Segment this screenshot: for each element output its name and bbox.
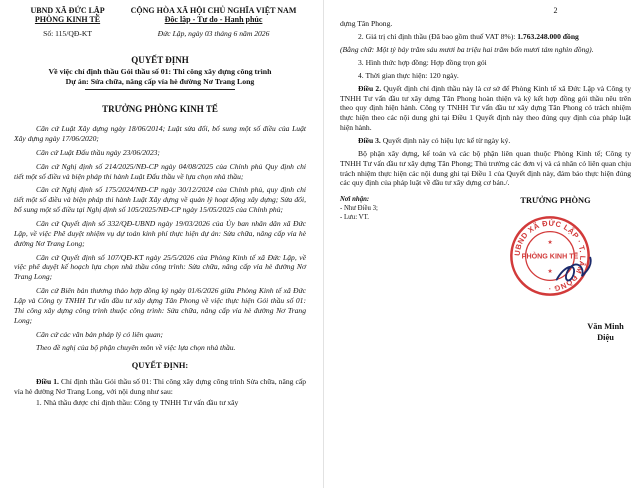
national-motto: [121, 6, 306, 39]
ground-item: [14, 343, 306, 353]
item-4: 4. Thời gian thực hiện: 120 ngày.: [358, 70, 459, 80]
article-2: [340, 84, 631, 133]
decision-subject-line1: Về việc chỉ định thầu Gói thầu số 01: Thi công xây dựng công trình: [48, 66, 272, 76]
decision-heading: QUYẾT ĐỊNH: [131, 55, 189, 66]
legal-grounds: [14, 124, 306, 353]
svg-text:★: ★: [547, 240, 553, 247]
decision-subject-line2: Dự án: Sửa chữa, nâng cấp vỉa hè đường Nơ Trang Long: [65, 76, 255, 86]
ground-item: Căn cứ Luật Xây dựng ngày 18/06/2014; Luật sửa đổi, bổ sung một số điều của Luật Xây dựng ngày 17/06/2020;: [14, 124, 306, 143]
article-1: [14, 377, 306, 397]
signer-name: Văn Minh Diệu: [587, 322, 624, 343]
signature-block: [340, 196, 631, 346]
signer-area: [440, 196, 631, 346]
item-2-amount: 1.763.248.000 đồng: [517, 32, 579, 42]
ground-item: Căn cứ Nghị định số 214/2025/NĐ-CP ngày 04/08/2025 của Chính phủ Quy định chi tiết một số điều và biện pháp thi hành Luật Đấu thầu về lựa chọn nhà thầu;: [14, 161, 306, 181]
item-3: 3. Hình thức hợp đồng: Hợp đồng trọn gói: [358, 57, 487, 67]
article-1-text: Chỉ định thầu Gói thầu số 01: Thi công xây dựng công trình Sửa chữa, nâng cấp vỉa hè đường Nơ Trang Long, với nội dung như sau:: [14, 377, 306, 397]
ground-item: Căn cứ Nghị định số 175/2024/NĐ-CP ngày 30/12/2024 của Chính phủ, quy định chi tiết một số điều và biện pháp thi hành Luật Xây dựng về quản lý hoạt động xây dựng; Sửa đổi, bổ sung một số điều tại Nghị định số 105/2025/NĐ-CP ngày 15/05/2025 của Chính phủ;: [14, 185, 306, 215]
item-2-prefix: 2. Giá trị chỉ định thầu (Đã bao gồm thuế VAT 8%):: [358, 32, 518, 42]
ground-text: Theo đề nghị của bộ phận chuyên môn về việc: [36, 343, 177, 353]
svg-text:★: ★: [547, 269, 553, 276]
page-2: [330, 0, 635, 488]
place-date: Đức Lập, ngày 03 tháng 6 năm 2026: [157, 29, 270, 39]
ground-item: Căn cứ các văn bản pháp lý có liên quan;: [36, 329, 164, 339]
svg-text:PHÒNG KINH TẾ: PHÒNG KINH TẾ: [521, 252, 579, 261]
doc-number: Số: 115/QĐ-KT: [43, 29, 92, 39]
document-header: [14, 6, 306, 39]
article-2-label: Điều 2.: [358, 83, 382, 93]
page-divider: [323, 0, 324, 488]
article-1-item1: 1. Nhà thầu được chỉ định thầu: Công ty TNHH Tư vấn đầu tư xây: [36, 397, 239, 407]
article-3-label: Điều 3.: [358, 135, 381, 145]
org-line1: UBND XÃ ĐỨC LẬP: [30, 6, 105, 15]
ground-item: Căn cứ Luật Đấu thầu ngày 23/06/2023;: [36, 147, 160, 157]
recipient-line: - Như Điều 3;: [340, 205, 378, 213]
official-seal-stamp: [508, 214, 592, 298]
recipient-line: - Lưu: VT.: [340, 213, 369, 221]
svg-text:UBND XÃ ĐỨC LẬP · T. LÂM ĐỒNG: UBND XÃ ĐỨC LẬP · T. LÂM ĐỒNG ·: [512, 218, 588, 294]
issuing-org: [14, 6, 121, 39]
article-1-item1-cont: dựng Tân Phong.: [340, 19, 393, 29]
page-1: [0, 0, 318, 488]
article-3-text: Quyết định này có hiệu lực kể từ ngày ký.: [382, 135, 511, 145]
nation-line1: CỘNG HÒA XÃ HỘI CHỦ NGHĨA VIỆT NAM: [130, 6, 297, 15]
ground-item: Căn cứ Quyết định số 332/QĐ-UBND ngày 19/03/2026 của Ủy ban nhân dân xã Đức Lập, về việc Phê duyệt nhiệm vụ dự toán kinh phí thực hiện dự án: Sửa chữa, nâng cấp vỉa hè đường Nơ Trang Long;: [14, 218, 306, 248]
signer-role: TRƯỞNG PHÒNG: [520, 196, 591, 206]
article-3-para: Bộ phận xây dựng, kế toán và các bộ phận liên quan thuộc Phòng Kinh tế; Công ty TNHH Tư vấn đầu tư xây dựng Tân Phong; Thủ trưởng các đơn vị và cá nhân có liên quan chịu trách nhiệm thực hiện các nội dung ghi tại Điều 1 của Quyết định này, đảm bảo thực hiện đúng các quy định của pháp luật về đầu tư xây dựng cơ bản./.: [340, 148, 631, 188]
org-line2: PHÒNG KINH TẾ: [34, 15, 101, 25]
nation-line2: Độc lập - Tự do - Hạnh phúc: [164, 15, 263, 25]
ground-text-end: lựa chọn nhà thầu.: [178, 343, 236, 353]
title-separator: [85, 89, 235, 90]
page-number: 2: [553, 6, 558, 15]
item-2-value: [340, 32, 631, 42]
article-1-label: Điều 1.: [36, 377, 59, 387]
article-2-text: Quyết định chỉ định thầu này là cơ sở để Phòng Kinh tế xã Đức Lập và Công ty TNHH Tư vấn đầu tư xây dựng Tân Phong hoàn thiện và ký kết hợp đồng gói thầu nêu trên theo quy định hiện hành. Công ty TNHH Tư vấn đầu tư xây dựng Tân Phong có trách nhiệm thực hiện theo các nội dung ghi tại Điều 1 Quyết định này theo đúng quy định của pháp luật hiện hành.: [340, 83, 631, 133]
article-3: [340, 136, 631, 146]
recipients-title: Nơi nhận:: [340, 196, 370, 204]
ground-item: Căn cứ Quyết định số 107/QĐ-KT ngày 25/5/2026 của Phòng Kinh tế xã Đức Lập, về việc phê duyệt kế hoạch lựa chọn nhà thầu công trình: Sửa chữa, nâng cấp vỉa hè đường Nơ Trang Long;: [14, 252, 306, 282]
issuing-authority: TRƯỞNG PHÒNG KINH TẾ: [102, 104, 218, 115]
ground-item: Căn cứ Biên bản thương thảo hợp đồng ký ngày 01/6/2026 giữa Phòng Kinh tế xã Đức Lập và Công ty TNHH Tư vấn đầu tư xây dựng Tân Phong về việc thực hiện Gói thầu số 01: Thi công xây dựng công trình thuộc công trình: Sửa chữa, nâng cấp vỉa hè đường Nơ Trang Long;: [14, 286, 306, 325]
recipients: [340, 196, 440, 346]
item-2-words: (Bằng chữ: Một tỷ bảy trăm sáu mươi ba triệu hai trăm bốn mươi tám nghìn đồng).: [340, 45, 594, 55]
decide-heading: QUYẾT ĐỊNH:: [131, 361, 189, 371]
